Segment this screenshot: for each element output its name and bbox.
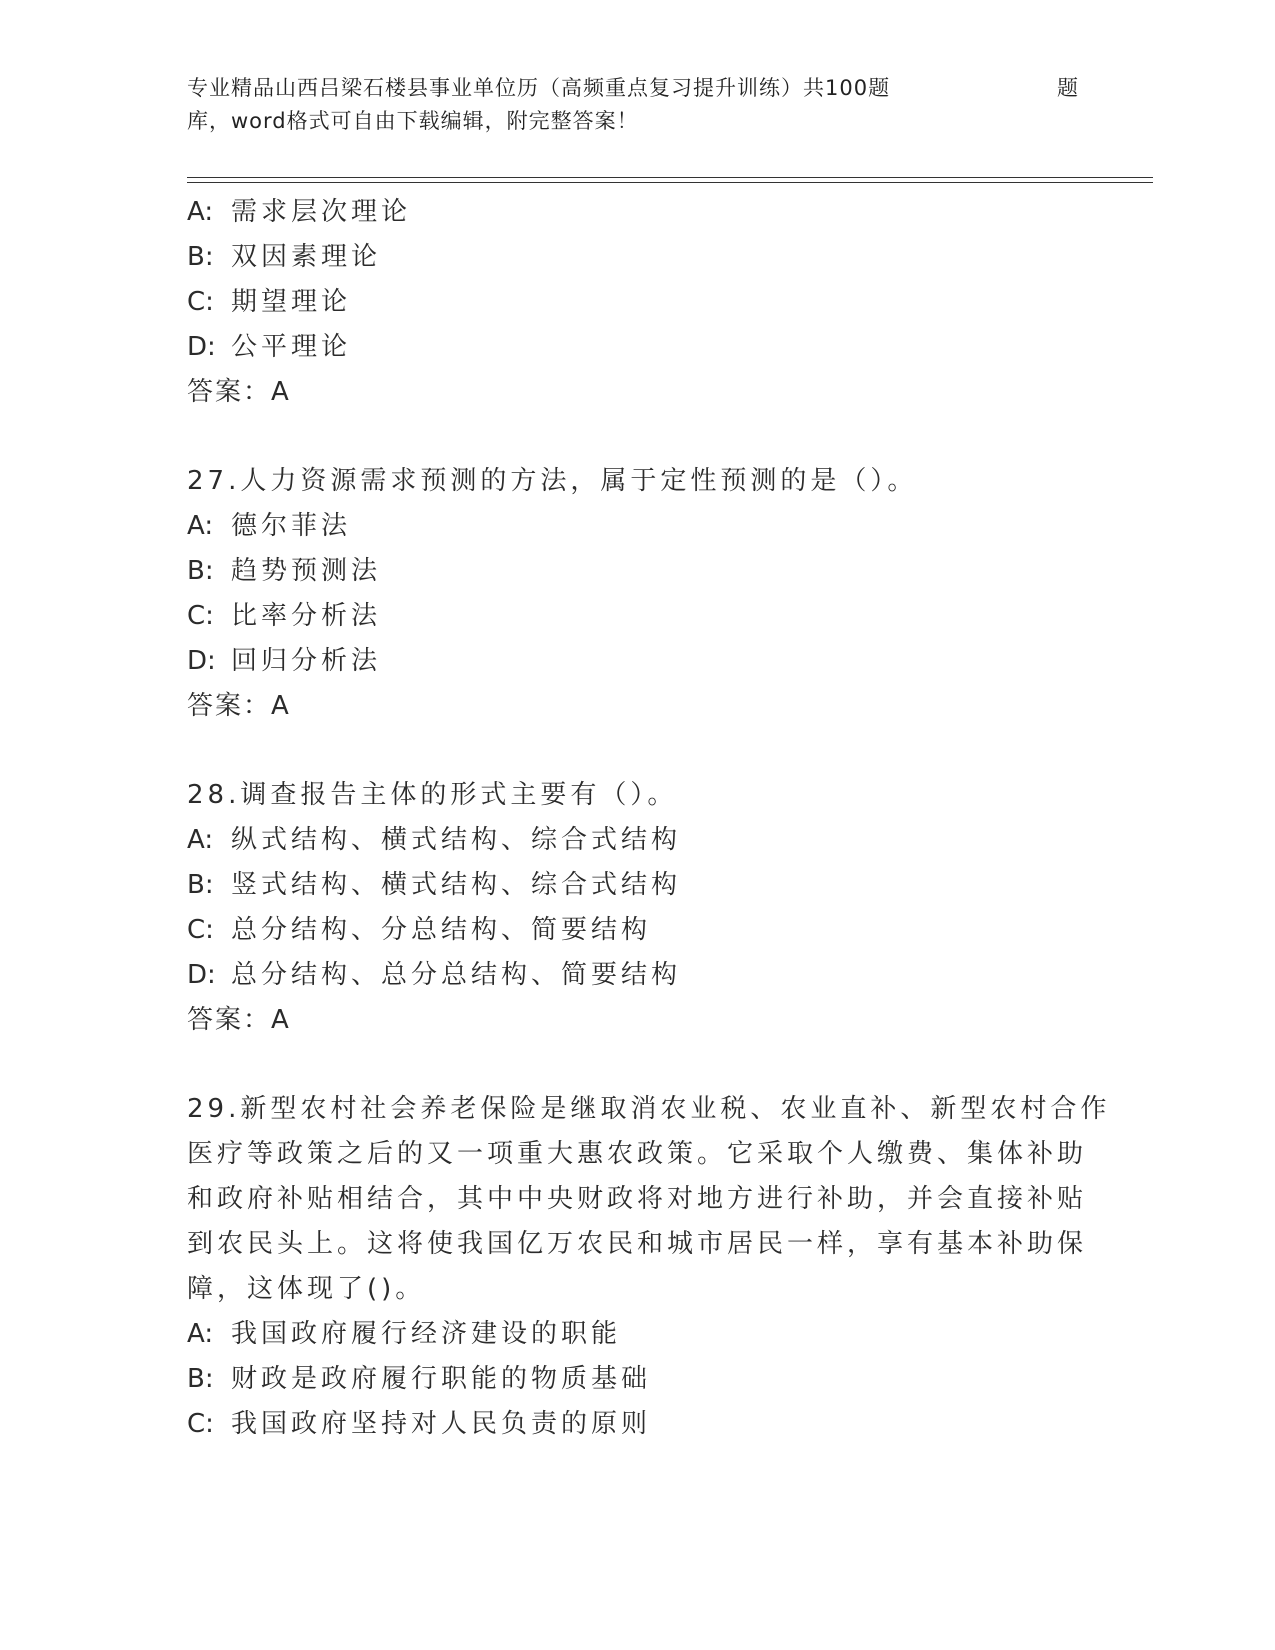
header-rule-bottom <box>187 182 1153 183</box>
answer-line: 答案：A <box>187 691 291 721</box>
option-d: D: 总分结构、总分总结构、简要结构 <box>187 960 682 990</box>
question-list <box>187 190 1111 1447</box>
option-b: B: 竖式结构、横式结构、综合式结构 <box>187 870 682 900</box>
question-text: 28.调查报告主体的形式主要有（）。 <box>187 780 678 810</box>
header-line-2: 库，word格式可自由下载编辑，附完整答案！ <box>187 109 639 133</box>
option-c: C: 总分结构、分总结构、简要结构 <box>187 915 652 945</box>
option-a: A: 德尔菲法 <box>187 511 352 541</box>
answer-line: 答案：A <box>187 377 291 407</box>
question-text: 29.新型农村社会养老保险是继取消农业税、农业直补、新型农村合作 <box>187 1094 1111 1124</box>
question-block <box>187 1087 1111 1447</box>
option-a: A: 需求层次理论 <box>187 197 412 227</box>
question-block <box>187 459 1087 729</box>
block-spacer <box>187 415 1087 459</box>
option-a: A: 纵式结构、横式结构、综合式结构 <box>187 825 682 855</box>
header-rule-top <box>187 177 1153 178</box>
header-title-tail: 题 <box>1057 76 1079 100</box>
option-a: A: 我国政府履行经济建设的职能 <box>187 1319 622 1349</box>
question-block <box>187 190 1087 415</box>
option-c: C: 我国政府坚持对人民负责的原则 <box>187 1409 652 1439</box>
option-d: D: 回归分析法 <box>187 646 382 676</box>
answer-line: 答案：A <box>187 1005 291 1035</box>
option-b: B: 双因素理论 <box>187 242 382 272</box>
block-spacer <box>187 729 1087 773</box>
block-spacer <box>187 1043 1087 1087</box>
header-title-text: 专业精品山西吕梁石楼县事业单位历（高频重点复习提升训练）共100题 <box>187 76 891 100</box>
question-text: 医疗等政策之后的又一项重大惠农政策。它采取个人缴费、集体补助 <box>187 1139 1088 1169</box>
question-text: 和政府补贴相结合，其中中央财政将对地方进行补助，并会直接补贴 <box>187 1184 1088 1214</box>
option-d: D: 公平理论 <box>187 332 352 362</box>
option-b: B: 趋势预测法 <box>187 556 382 586</box>
document-header <box>187 72 1087 138</box>
option-b: B: 财政是政府履行职能的物质基础 <box>187 1364 652 1394</box>
header-line-1 <box>187 72 1087 105</box>
question-text: 到农民头上。这将使我国亿万农民和城市居民一样，享有基本补助保 <box>187 1229 1088 1259</box>
question-text: 27.人力资源需求预测的方法，属于定性预测的是（）。 <box>187 466 918 496</box>
question-text: 障，这体现了()。 <box>187 1274 426 1304</box>
option-c: C: 期望理论 <box>187 287 352 317</box>
option-c: C: 比率分析法 <box>187 601 382 631</box>
question-block <box>187 773 1087 1043</box>
